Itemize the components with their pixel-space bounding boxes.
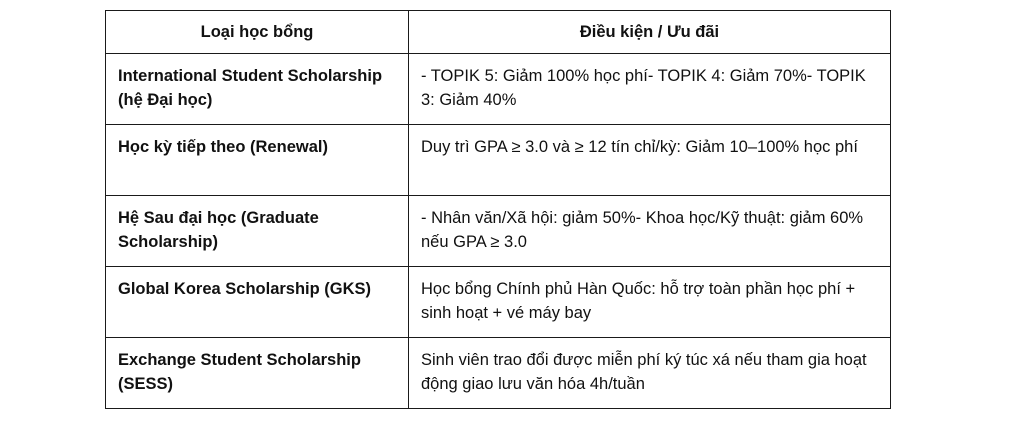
table-row: [106, 125, 891, 196]
table-row: [106, 338, 891, 409]
scholarship-condition: Duy trì GPA ≥ 3.0 và ≥ 12 tín chỉ/kỳ: Giảm 10–100% học phí: [409, 125, 891, 196]
scholarship-name: Exchange Student Scholarship (SESS): [106, 338, 409, 409]
table-row: [106, 54, 891, 125]
scholarship-name: Global Korea Scholarship (GKS): [106, 267, 409, 338]
scholarship-condition: - TOPIK 5: Giảm 100% học phí- TOPIK 4: Giảm 70%- TOPIK 3: Giảm 40%: [409, 54, 891, 125]
header-scholarship-type: Loại học bổng: [106, 11, 409, 54]
scholarship-table-container: [105, 10, 890, 409]
scholarship-condition: Học bổng Chính phủ Hàn Quốc: hỗ trợ toàn phần học phí + sinh hoạt + vé máy bay: [409, 267, 891, 338]
scholarship-name: International Student Scholarship (hệ Đại học): [106, 54, 409, 125]
table-row: [106, 267, 891, 338]
scholarship-name: Học kỳ tiếp theo (Renewal): [106, 125, 409, 196]
table-header-row: [106, 11, 891, 54]
scholarship-name: Hệ Sau đại học (Graduate Scholarship): [106, 196, 409, 267]
scholarship-table: [105, 10, 891, 409]
header-conditions: Điều kiện / Ưu đãi: [409, 11, 891, 54]
scholarship-condition: Sinh viên trao đổi được miễn phí ký túc xá nếu tham gia hoạt động giao lưu văn hóa 4h/tuần: [409, 338, 891, 409]
scholarship-condition: - Nhân văn/Xã hội: giảm 50%- Khoa học/Kỹ thuật: giảm 60% nếu GPA ≥ 3.0: [409, 196, 891, 267]
table-row: [106, 196, 891, 267]
